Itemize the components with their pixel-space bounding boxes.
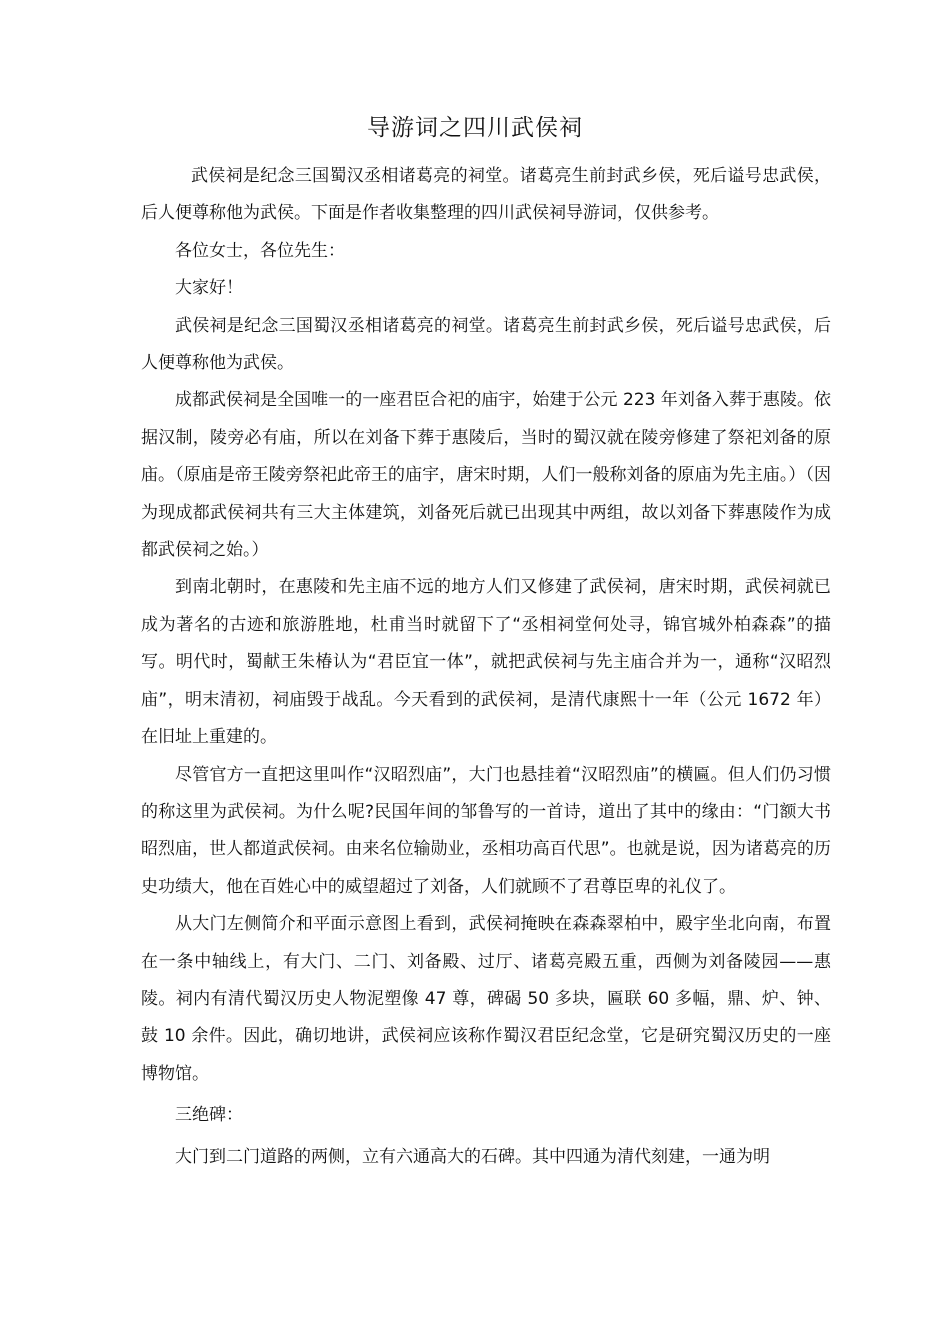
body-paragraph: 到南北朝时，在惠陵和先主庙不远的地方人们又修建了武侯祠，唐宋时期，武侯祠就已成为著名的古迹和旅游胜地，杜甫当时就留下了“丞相祠堂何处寻，锦官城外柏森森”的描写。明代时，蜀献王朱椿认为“君臣宜一体”，就把武侯祠与先主庙合并为一，通称“汉昭烈庙”，明末清初，祠庙毁于战乱。今天看到的武侯祠，是清代康熙十一年（公元 1672 年）在旧址上重建的。	[141, 577, 831, 748]
greeting-paragraph: 大家好！	[175, 278, 243, 299]
body-paragraph: 大门到二门道路的两侧，立有六通高大的石碑。其中四通为清代刻建，一通为明	[175, 1146, 770, 1167]
body-paragraph: 从大门左侧简介和平面示意图上看到，武侯祠掩映在森森翠柏中，殿宇坐北向南，布置在一条中轴线上，有大门、二门、刘备殿、过厅、诸葛亮殿五重，西侧为刘备陵园——惠陵。祠内有清代蜀汉历史人物泥塑像 47 尊，碑碣 50 多块，匾联 60 多幅，鼎、炉、钟、鼓 10 余件。因此，确切地讲，武侯祠应该称作蜀汉君臣纪念堂，它是研究蜀汉历史的一座博物馆。	[141, 914, 831, 1084]
document-body	[141, 158, 831, 1176]
body-paragraph: 武侯祠是纪念三国蜀汉丞相诸葛亮的祠堂。诸葛亮生前封武乡侯，死后谥号忠武侯，后人便尊称他为武侯。	[141, 315, 831, 374]
intro-paragraph: 武侯祠是纪念三国蜀汉丞相诸葛亮的祠堂。诸葛亮生前封武乡侯，死后谥号忠武侯，后人便尊称他为武侯。下面是作者收集整理的四川武侯祠导游词，仅供参考。	[141, 166, 831, 224]
document-title: 导游词之四川武侯祠	[367, 115, 583, 141]
body-paragraph: 成都武侯祠是全国唯一的一座君臣合祀的庙宇，始建于公元 223 年刘备入葬于惠陵。依据汉制，陵旁必有庙，所以在刘备下葬于惠陵后，当时的蜀汉就在陵旁修建了祭祀刘备的原庙。（原庙是帝王陵旁祭祀此帝王的庙宇，唐宋时期，人们一般称刘备的原庙为先主庙。）（因为现成都武侯祠共有三大主体建筑，刘备死后就已出现其中两组，故以刘备下葬惠陵作为成都武侯祠之始。）	[141, 390, 831, 561]
salutation-paragraph: 各位女士，各位先生：	[175, 240, 345, 261]
body-paragraph: 尽管官方一直把这里叫作“汉昭烈庙”，大门也悬挂着“汉昭烈庙”的横匾。但人们仍习惯的称这里为武侯祠。为什么呢?民国年间的邹鲁写的一首诗，道出了其中的缘由：“门额大书昭烈庙，世人都道武侯祠。由来名位输勋业，丞相功高百代思”。也就是说，因为诸葛亮的历史功绩大，他在百姓心中的威望超过了刘备，人们就顾不了君尊臣卑的礼仪了。	[141, 764, 831, 897]
section-heading: 三绝碑：	[175, 1105, 243, 1126]
